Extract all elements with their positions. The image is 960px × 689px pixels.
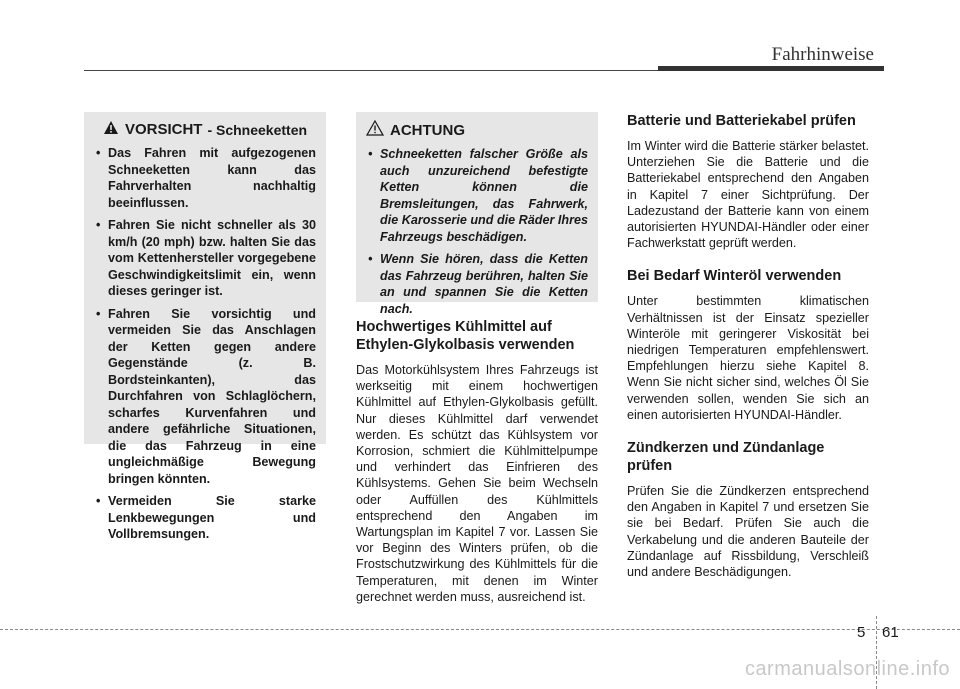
- page-number: 61: [882, 624, 899, 641]
- spark-plugs-section: [627, 439, 869, 580]
- attention-item: • Wenn Sie hören, dass die Ketten das Fahrzeug berühren, halten Sie an und spannen Sie die Ketten nach.: [366, 251, 588, 317]
- attention-header: [366, 120, 588, 140]
- attention-item: • Schneeketten falscher Größe als auch unzureichend befestigte Ketten können die Bremsleitungen, das Fahrwerk, die Karosserie und die Räder Ihres Fahrzeugs beschädigen.: [366, 146, 588, 245]
- caution-item: • Fahren Sie vorsichtig und vermeiden Sie das Anschlagen der Ketten gegen andere Gegenstände (z. B. Bordsteinkanten), das Durchfahren von Schlaglöchern, scharfes Kurvenfahren und andere gefährliche Situationen, die das Fahrzeug in eine ungleichmäßige Bewegung bringen könnten.: [94, 306, 316, 488]
- attention-title: ACHTUNG: [390, 121, 465, 139]
- caution-item: • Vermeiden Sie starke Lenkbewegungen und Vollbremsungen.: [94, 493, 316, 543]
- warning-outline-icon: [366, 120, 384, 140]
- warning-triangle-icon: [103, 120, 119, 139]
- coolant-body: Das Motorkühlsystem Ihres Fahrzeugs ist werkseitig mit einem hochwertigen Kühlmittel auf Ethylen-Glykolbasis gefüllt. Nur dieses Kühlmittel darf verwendet werden. Es schützt das Kühlsystem vor Korrosion, schmiert die Kühlmittelpumpe und verhindert das Einfrieren des Kühlsystems. Gehen Sie beim Wechseln oder Auffüllen des Kühlmittels entsprechend den Angaben im Wartungsplan im Kapitel 7 vor. Lassen Sie vor Beginn des Winters prüfen, ob die Frostschutzwirkung des Kühlmittels für die Temperaturen, mit denen im Winter gerechnet werden muss, ausreichend ist.: [356, 363, 598, 604]
- watermark: carmanualsonline.info: [744, 658, 950, 680]
- caution-subtitle: - Schneeketten: [207, 121, 308, 138]
- caution-box: [84, 112, 326, 541]
- caution-header: [94, 120, 316, 139]
- winter-oil-section: [627, 267, 869, 423]
- footer-rule: [0, 629, 960, 630]
- spark-plugs-body: Prüfen Sie die Zündkerzen entsprechend den Angaben in Kapitel 7 und ersetzen Sie sie bei Bedarf. Prüfen Sie auch die Verkabelung und die anderen Bauteile der Zündanlage auf Rissbildung, Verschleiß und andere Beschädigungen.: [627, 484, 869, 580]
- column-right: [627, 112, 869, 596]
- battery-heading: Batterie und Batteriekabel prüfen: [627, 113, 856, 129]
- winter-oil-heading: Bei Bedarf Winteröl verwenden: [627, 268, 842, 285]
- caution-item: • Fahren Sie nicht schneller als 30 km/h (20 mph) bzw. halten Sie das vom Kettenhersteller vorgegebene Geschwindigkeitslimit ein, wenn dieses geringer ist.: [94, 217, 316, 300]
- spark-plugs-heading: Zündkerzen und Zündanlage prüfen: [627, 440, 825, 475]
- attention-box: [356, 112, 598, 316]
- chapter-number: 5: [857, 624, 866, 641]
- column-middle: [356, 112, 598, 621]
- winter-oil-body: Unter bestimmten klimatischen Verhältnissen ist der Einsatz spezieller Winteröle mit geringerer Viskosität bei niedrigen Temperaturen empfehlenswert. Empfehlungen hierzu siehe Kapitel 8. Wenn Sie nicht sicher sind, welches Öl Sie verwenden sollen, wenden Sie sich an einen autorisierten HYUNDAI-Händler.: [627, 294, 869, 422]
- caution-title: VORSICHT: [124, 121, 203, 138]
- header-rule-accent: [658, 66, 884, 71]
- coolant-section: [356, 318, 598, 605]
- caution-item: • Das Fahren mit aufgezogenen Schneeketten kann das Fahrverhalten nachhaltig beeinflussen.: [94, 145, 316, 211]
- column-left: [84, 112, 326, 541]
- battery-body: Im Winter wird die Batterie stärker belastet. Unterziehen Sie die Batterie und die Batteriekabel entsprechend den Angaben in Kapitel 7 einer Sichtprüfung. Der Ladezustand der Batterie kann von einem autorisierten HYUNDAI-Händler oder einer Fachwerkstatt geprüft werden.: [627, 139, 869, 251]
- coolant-heading: Hochwertiges Kühlmittel auf Ethylen-Glykolbasis verwenden: [356, 319, 575, 353]
- battery-section: [627, 112, 869, 251]
- section-title: Fahrhinweise: [771, 44, 874, 65]
